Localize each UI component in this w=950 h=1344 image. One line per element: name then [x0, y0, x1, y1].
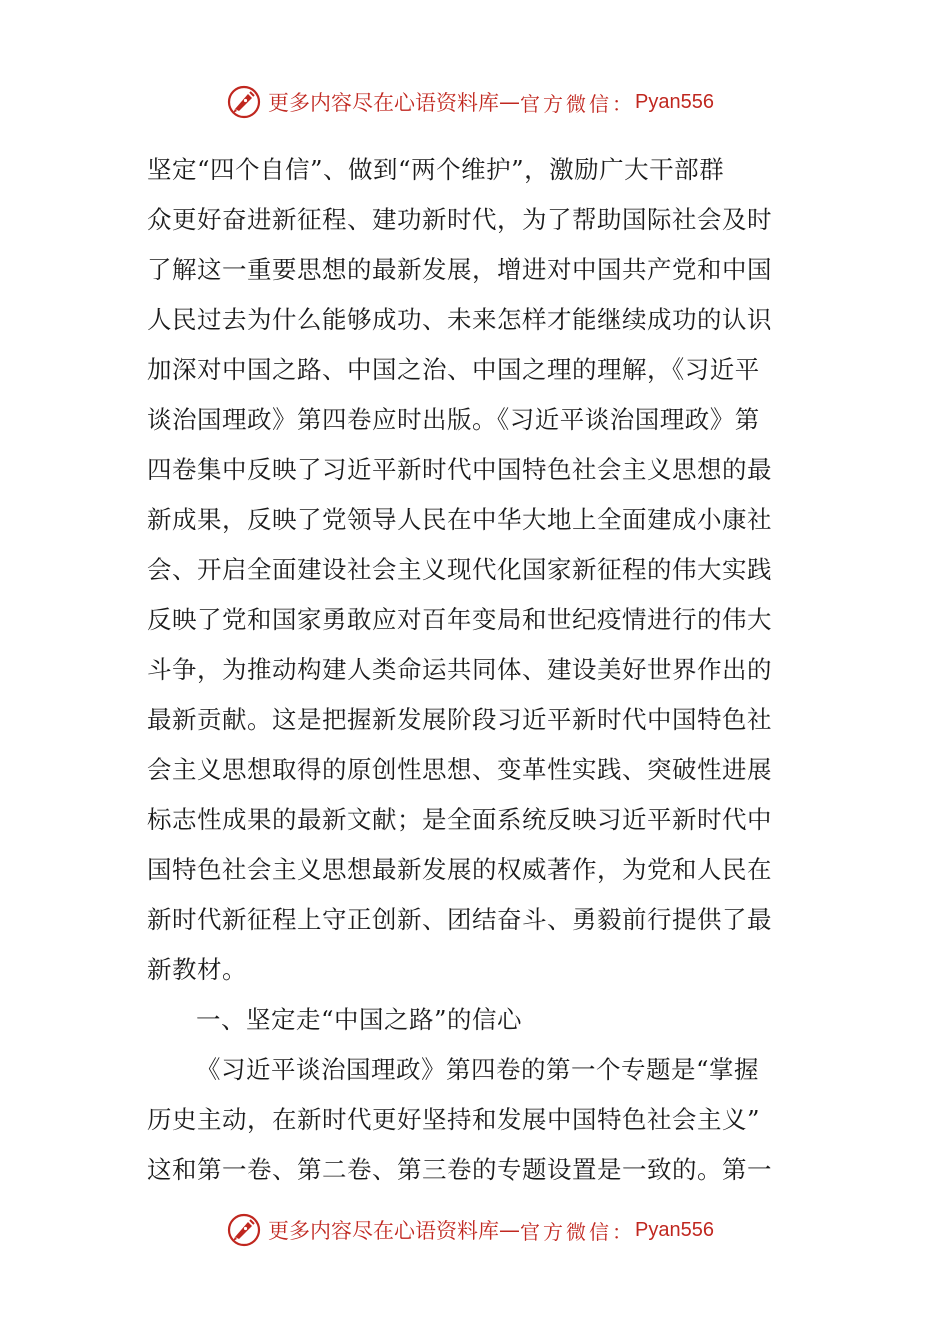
document-body [147, 145, 807, 1195]
text-line: 加深对中国之路、中国之治、中国之理的理解，《习近平 [147, 355, 760, 384]
text-line: 国特色社会主义思想最新发展的权威著作，为党和人民在 [147, 855, 772, 884]
text-line: 人民过去为什么能够成功、未来怎样才能继续成功的认识 [147, 305, 772, 334]
text-line: 斗争，为推动构建人类命运共同体、建设美好世界作出的 [147, 655, 772, 684]
banner-dash: — [499, 90, 520, 114]
text-line: 新成果，反映了党领导人民在中华大地上全面建成小康社 [147, 505, 772, 534]
text-line: 新时代新征程上守正创新、团结奋斗、勇毅前行提供了最 [147, 905, 772, 934]
text-line: 众更好奋进新征程、建功新时代，为了帮助国际社会及时 [147, 205, 772, 234]
pen-nib-logo-icon [226, 1212, 262, 1248]
text-line: 最新贡献。这是把握新发展阶段习近平新时代中国特色社 [147, 705, 772, 734]
banner-wechat-label: 官方微信： [520, 91, 635, 116]
banner-wechat-label: 官方微信： [520, 1219, 635, 1244]
text-line: 标志性成果的最新文献；是全面系统反映习近平新时代中 [147, 805, 772, 834]
banner-title: 更多内容尽在心语资料库 [268, 91, 499, 115]
banner-title: 更多内容尽在心语资料库 [268, 1219, 499, 1243]
banner-dash: — [499, 1218, 520, 1242]
text-line: 这和第一卷、第二卷、第三卷的专题设置是一致的。第一 [147, 1155, 772, 1184]
text-line: 了解这一重要思想的最新发展，增进对中国共产党和中国 [147, 255, 772, 284]
pen-nib-logo-icon [226, 84, 262, 120]
text-line: 《习近平谈治国理政》第四卷的第一个专题是“掌握 [196, 1055, 760, 1084]
section-heading: 一、坚定走“中国之路”的信心 [196, 1005, 523, 1034]
text-line: 历史主动，在新时代更好坚持和发展中国特色社会主义” [147, 1105, 761, 1134]
text-line: 谈治国理政》第四卷应时出版。《习近平谈治国理政》第 [147, 405, 760, 434]
text-line: 反映了党和国家勇敢应对百年变局和世纪疫情进行的伟大 [147, 605, 772, 634]
text-line: 坚定“四个自信”、做到“两个维护”，激励广大干部群 [147, 155, 725, 184]
banner-wechat-id: Pyan556 [635, 90, 714, 113]
text-line: 会、开启全面建设社会主义现代化国家新征程的伟大实践 [147, 555, 772, 584]
banner-wechat-id: Pyan556 [635, 1218, 714, 1241]
header-banner [226, 82, 714, 122]
text-line: 会主义思想取得的原创性思想、变革性实践、突破性进展 [147, 755, 772, 784]
text-line: 四卷集中反映了习近平新时代中国特色社会主义思想的最 [147, 455, 772, 484]
footer-banner [226, 1210, 714, 1250]
text-line: 新教材。 [147, 955, 247, 984]
